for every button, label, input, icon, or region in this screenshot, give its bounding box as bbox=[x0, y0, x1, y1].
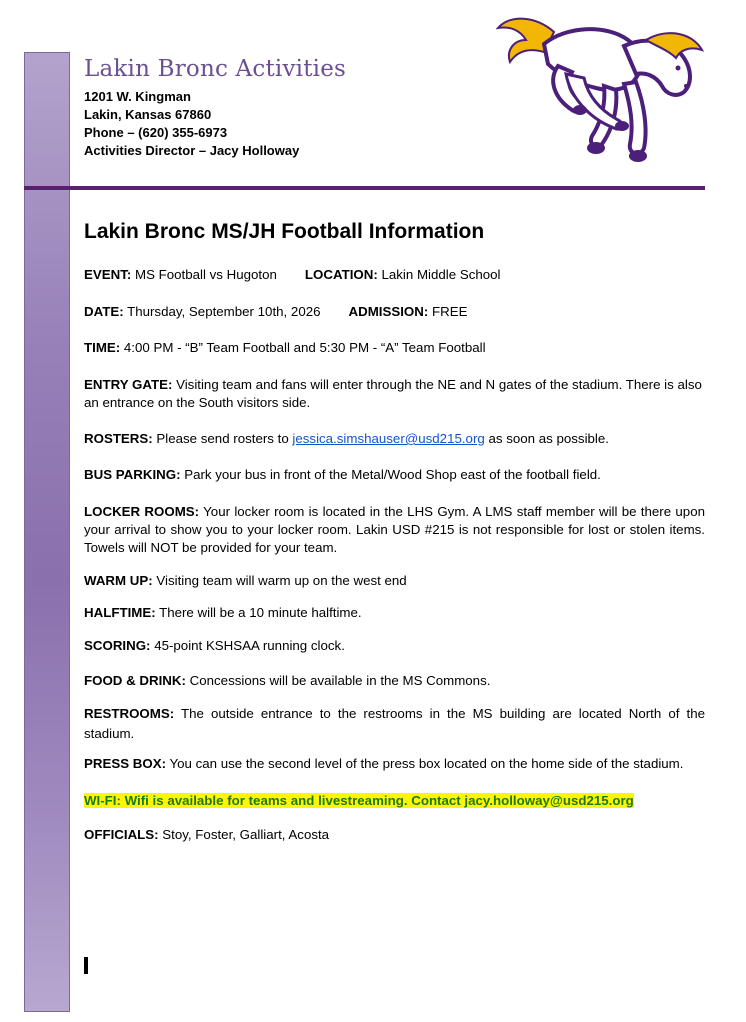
restrooms-label: RESTROOMS: bbox=[84, 706, 175, 721]
event-label: EVENT: bbox=[84, 267, 132, 282]
bus-parking-value: Park your bus in front of the Metal/Wood Shop east of the football field. bbox=[180, 467, 601, 482]
food-drink-value: Concessions will be available in the MS Commons. bbox=[185, 673, 491, 688]
entry-gate-label: ENTRY GATE: bbox=[84, 377, 173, 392]
locker-rooms-label: LOCKER ROOMS: bbox=[84, 504, 200, 519]
event-location-row bbox=[84, 266, 705, 284]
entry-gate-value: Visiting team and fans will enter through the NE and N gates of the stadium. There is also an entrance on the South visitors side. bbox=[84, 377, 702, 410]
rosters-text-after: as soon as possible. bbox=[484, 431, 609, 446]
location-value: Lakin Middle School bbox=[377, 267, 501, 282]
admission-label: ADMISSION: bbox=[348, 304, 429, 319]
event-value: MS Football vs Hugoton bbox=[131, 267, 277, 282]
officials-label: OFFICIALS: bbox=[84, 827, 159, 842]
food-drink-row bbox=[84, 672, 705, 690]
date-label: DATE: bbox=[84, 304, 124, 319]
restrooms-row bbox=[84, 704, 705, 744]
wifi-row bbox=[84, 792, 705, 810]
scoring-label: SCORING: bbox=[84, 638, 151, 653]
header-divider bbox=[24, 186, 705, 190]
sidebar-bar bbox=[24, 52, 70, 1012]
halftime-row bbox=[84, 604, 705, 622]
phone-line: Phone – (620) 355-6973 bbox=[84, 125, 228, 140]
press-box-label: PRESS BOX: bbox=[84, 756, 167, 771]
city-line: Lakin, Kansas 67860 bbox=[84, 107, 212, 122]
admission-value: FREE bbox=[428, 304, 468, 319]
entry-gate-row bbox=[84, 376, 705, 412]
document-title: Lakin Bronc MS/JH Football Information bbox=[84, 220, 485, 243]
rosters-row bbox=[84, 430, 705, 448]
bus-parking-row bbox=[84, 466, 705, 484]
wifi-highlight: WI-FI: Wifi is available for teams and livestreaming. Contact jacy.holloway@usd215.org bbox=[84, 793, 634, 808]
scoring-row bbox=[84, 637, 705, 655]
warm-up-value: Visiting team will warm up on the west end bbox=[152, 573, 407, 588]
scoring-value: 45-point KSHSAA running clock. bbox=[150, 638, 345, 653]
locker-rooms-value: Your locker room is located in the LHS Gym. A LMS staff member will be there upon your arrival to show you to your locker room. Lakin USD #215 is not responsible for lost or stolen items. Towels will NOT be provided for your team. bbox=[84, 504, 705, 555]
org-title: Lakin Bronc Activities bbox=[84, 56, 347, 82]
food-drink-label: FOOD & DRINK: bbox=[84, 673, 186, 688]
locker-rooms-row bbox=[84, 503, 705, 557]
restrooms-value: The outside entrance to the restrooms in the MS building are located North of the stadium. bbox=[84, 706, 705, 741]
bus-parking-label: BUS PARKING: bbox=[84, 467, 181, 482]
rosters-email-link[interactable]: jessica.simshauser@usd215.org bbox=[292, 431, 485, 446]
rosters-label: ROSTERS: bbox=[84, 431, 153, 446]
date-value: Thursday, September 10th, 2026 bbox=[123, 304, 321, 319]
warm-up-label: WARM UP: bbox=[84, 573, 153, 588]
time-label: TIME: bbox=[84, 340, 121, 355]
halftime-label: HALFTIME: bbox=[84, 605, 156, 620]
warm-up-row bbox=[84, 572, 705, 590]
location-label: LOCATION: bbox=[304, 267, 378, 282]
time-value: 4:00 PM - “B” Team Football and 5:30 PM - “A” Team Football bbox=[120, 340, 486, 355]
officials-value: Stoy, Foster, Galliart, Acosta bbox=[158, 827, 330, 842]
press-box-row bbox=[84, 755, 705, 773]
address-line: 1201 W. Kingman bbox=[84, 89, 191, 104]
date-admission-row bbox=[84, 303, 705, 321]
director-line: Activities Director – Jacy Holloway bbox=[84, 143, 300, 158]
officials-row bbox=[84, 826, 705, 844]
address-block bbox=[84, 88, 299, 160]
bronco-mascot-icon bbox=[496, 6, 708, 172]
text-cursor bbox=[84, 957, 88, 974]
halftime-value: There will be a 10 minute halftime. bbox=[155, 605, 362, 620]
rosters-text: Please send rosters to bbox=[152, 431, 293, 446]
press-box-value: You can use the second level of the press box located on the home side of the stadium. bbox=[166, 756, 684, 771]
time-row bbox=[84, 339, 705, 357]
